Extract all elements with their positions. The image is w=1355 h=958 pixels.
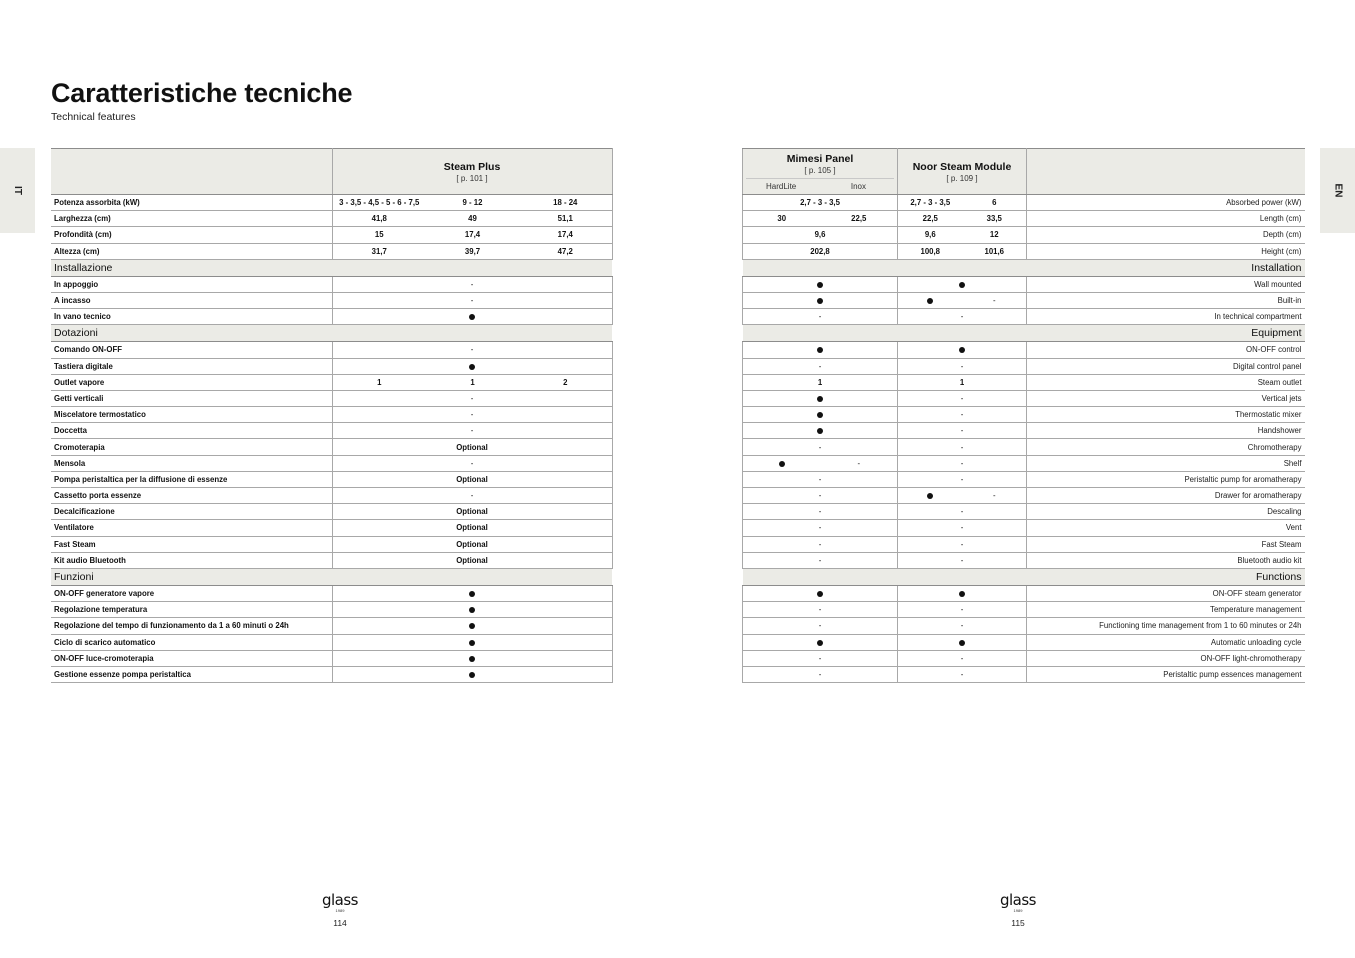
feature-label-it: Profondità (cm) bbox=[51, 227, 332, 243]
noor-steam-value: - bbox=[898, 618, 1027, 634]
language-tab-it bbox=[0, 148, 35, 233]
feature-label-it: ON-OFF luce-cromoterapia bbox=[51, 650, 332, 666]
table-row bbox=[51, 618, 612, 634]
table-row bbox=[743, 292, 1305, 308]
feature-label-en: Wall mounted bbox=[1027, 276, 1305, 292]
included-dot-icon bbox=[469, 640, 475, 646]
feature-label-it: Larghezza (cm) bbox=[51, 211, 332, 227]
included-dot-icon bbox=[959, 282, 965, 288]
noor-steam-value: - bbox=[898, 309, 1027, 325]
mimesi-panel-value: 202,8 bbox=[743, 243, 898, 259]
table-row bbox=[51, 520, 612, 536]
steam-plus-value: - bbox=[332, 455, 612, 471]
included-dot-icon bbox=[469, 314, 475, 320]
mimesi-panel-value: - bbox=[743, 504, 898, 520]
steam-plus-value: 49 bbox=[426, 211, 519, 227]
noor-steam-value bbox=[898, 276, 1027, 292]
mimesi-panel-value: - bbox=[743, 439, 898, 455]
feature-label-en: Depth (cm) bbox=[1027, 227, 1305, 243]
mimesi-panel-value: - bbox=[743, 650, 898, 666]
table-row bbox=[743, 471, 1305, 487]
steam-plus-value: 39,7 bbox=[426, 243, 519, 259]
feature-label-it: Cromoterapia bbox=[51, 439, 332, 455]
steam-plus-value: Optional bbox=[332, 536, 612, 552]
language-tab-it-label: IT bbox=[11, 186, 23, 195]
noor-steam-value: 2,7 - 3 - 3,5 bbox=[898, 195, 963, 211]
steam-plus-value: 41,8 bbox=[332, 211, 426, 227]
table-row bbox=[743, 455, 1305, 471]
noor-steam-value: - bbox=[898, 520, 1027, 536]
section-title-it: Installazione bbox=[51, 259, 612, 276]
steam-plus-value bbox=[332, 309, 612, 325]
noor-steam-value: - bbox=[898, 666, 1027, 682]
noor-steam-value: - bbox=[898, 439, 1027, 455]
steam-plus-value: 3 - 3,5 - 4,5 - 5 - 6 - 7,5 bbox=[332, 195, 426, 211]
steam-plus-value bbox=[332, 650, 612, 666]
steam-plus-value: 2 bbox=[519, 374, 612, 390]
feature-label-it: Getti verticali bbox=[51, 390, 332, 406]
mimesi-hardlite-value bbox=[743, 455, 821, 471]
feature-label-it: Outlet vapore bbox=[51, 374, 332, 390]
mimesi-panel-value bbox=[743, 423, 898, 439]
mimesi-inox-value: 22,5 bbox=[821, 211, 898, 227]
section-title-it: Funzioni bbox=[51, 568, 612, 585]
noor-steam-value: 100,8 bbox=[898, 243, 963, 259]
noor-steam-value: - bbox=[963, 488, 1027, 504]
steam-plus-value bbox=[332, 602, 612, 618]
included-dot-icon bbox=[469, 656, 475, 662]
feature-label-en: ON-OFF steam generator bbox=[1027, 585, 1305, 601]
table-row bbox=[743, 552, 1305, 568]
steam-plus-value: 51,1 bbox=[519, 211, 612, 227]
table-row bbox=[51, 358, 612, 374]
feature-label-it: A incasso bbox=[51, 292, 332, 308]
mimesi-hardlite-value: 30 bbox=[743, 211, 821, 227]
mimesi-panel-value: 2,7 - 3 - 3,5 bbox=[743, 195, 898, 211]
table-row bbox=[51, 227, 612, 243]
noor-steam-module-name: Noor Steam Module bbox=[912, 160, 1012, 173]
variant-inox: Inox bbox=[850, 182, 866, 191]
included-dot-icon bbox=[959, 591, 965, 597]
table-row bbox=[743, 585, 1305, 601]
noor-steam-value: - bbox=[898, 423, 1027, 439]
feature-label-it: In appoggio bbox=[51, 276, 332, 292]
brand-logo-left bbox=[320, 893, 360, 913]
feature-label-it: Ciclo di scarico automatico bbox=[51, 634, 332, 650]
steam-plus-value: - bbox=[332, 407, 612, 423]
page-title: Caratteristiche tecniche bbox=[51, 78, 353, 108]
feature-label-en: Temperature management bbox=[1027, 602, 1305, 618]
steam-plus-value bbox=[332, 358, 612, 374]
mimesi-panel-page-ref: [ p. 105 ] bbox=[804, 166, 836, 175]
section-title-en: Installation bbox=[743, 259, 1305, 276]
table-row bbox=[743, 342, 1305, 358]
table-row bbox=[51, 488, 612, 504]
features-table-english bbox=[742, 148, 1305, 683]
steam-plus-page-ref: [ p. 101 ] bbox=[456, 173, 488, 183]
feature-label-it: Cassetto porta essenze bbox=[51, 488, 332, 504]
feature-label-en: Absorbed power (kW) bbox=[1027, 195, 1305, 211]
language-tab-en bbox=[1320, 148, 1355, 233]
steam-plus-value: - bbox=[332, 488, 612, 504]
language-tab-en-label: EN bbox=[1332, 183, 1343, 198]
table-row bbox=[51, 536, 612, 552]
feature-label-en: Length (cm) bbox=[1027, 211, 1305, 227]
noor-steam-value: 1 bbox=[898, 374, 1027, 390]
noor-steam-module-header bbox=[898, 149, 1027, 195]
table-row bbox=[51, 423, 612, 439]
noor-steam-value: - bbox=[898, 504, 1027, 520]
table-row bbox=[743, 211, 1305, 227]
feature-label-en: Vertical jets bbox=[1027, 390, 1305, 406]
feature-label-en: Peristaltic pump for aromatherapy bbox=[1027, 471, 1305, 487]
feature-label-it: Decalcificazione bbox=[51, 504, 332, 520]
steam-plus-value: - bbox=[332, 423, 612, 439]
table-row bbox=[743, 309, 1305, 325]
feature-label-it: Potenza assorbita (kW) bbox=[51, 195, 332, 211]
mimesi-panel-value bbox=[743, 342, 898, 358]
steam-plus-value: 17,4 bbox=[426, 227, 519, 243]
mimesi-panel-value: - bbox=[743, 666, 898, 682]
table-row bbox=[51, 390, 612, 406]
included-dot-icon bbox=[817, 640, 823, 646]
mimesi-panel-name: Mimesi Panel bbox=[786, 153, 854, 165]
page-subtitle: Technical features bbox=[51, 111, 136, 123]
table-row bbox=[51, 602, 612, 618]
mimesi-panel-header bbox=[743, 149, 898, 195]
noor-steam-value: - bbox=[898, 602, 1027, 618]
noor-steam-value: 6 bbox=[963, 195, 1027, 211]
steam-plus-value: - bbox=[332, 292, 612, 308]
included-dot-icon bbox=[817, 396, 823, 402]
table-row bbox=[743, 488, 1305, 504]
table-row bbox=[743, 666, 1305, 682]
steam-plus-name: Steam Plus bbox=[443, 160, 501, 173]
feature-label-en: Descaling bbox=[1027, 504, 1305, 520]
feature-label-en: Vent bbox=[1027, 520, 1305, 536]
feature-label-en: Drawer for aromatherapy bbox=[1027, 488, 1305, 504]
mimesi-panel-value: - bbox=[743, 488, 898, 504]
noor-steam-value: 22,5 bbox=[898, 211, 963, 227]
table-row bbox=[743, 227, 1305, 243]
page-number-right: 115 bbox=[1011, 918, 1025, 928]
feature-label-en: Built-in bbox=[1027, 292, 1305, 308]
feature-label-it: Miscelatore termostatico bbox=[51, 407, 332, 423]
feature-label-it: Doccetta bbox=[51, 423, 332, 439]
included-dot-icon bbox=[959, 347, 965, 353]
table-row bbox=[51, 407, 612, 423]
table-row bbox=[743, 634, 1305, 650]
table-row bbox=[743, 407, 1305, 423]
steam-plus-value: Optional bbox=[332, 504, 612, 520]
feature-label-en: Height (cm) bbox=[1027, 243, 1305, 259]
table-row bbox=[743, 390, 1305, 406]
table-row bbox=[743, 650, 1305, 666]
steam-plus-value: - bbox=[332, 390, 612, 406]
section-header bbox=[743, 568, 1305, 585]
mimesi-panel-value bbox=[743, 585, 898, 601]
steam-plus-value: Optional bbox=[332, 471, 612, 487]
steam-plus-value: 15 bbox=[332, 227, 426, 243]
included-dot-icon bbox=[817, 298, 823, 304]
noor-steam-value: - bbox=[898, 471, 1027, 487]
table-row bbox=[51, 439, 612, 455]
noor-steam-module-page-ref: [ p. 109 ] bbox=[946, 173, 978, 183]
header-empty-cell bbox=[51, 149, 332, 195]
brand-logo-right bbox=[998, 893, 1038, 913]
table-row bbox=[51, 634, 612, 650]
included-dot-icon bbox=[817, 282, 823, 288]
included-dot-icon bbox=[959, 640, 965, 646]
table-row bbox=[743, 536, 1305, 552]
noor-steam-value: - bbox=[898, 552, 1027, 568]
included-dot-icon bbox=[469, 672, 475, 678]
steam-plus-value: 1 bbox=[426, 374, 519, 390]
table-row bbox=[51, 195, 612, 211]
mimesi-panel-value: 9,6 bbox=[743, 227, 898, 243]
noor-steam-value bbox=[898, 634, 1027, 650]
noor-steam-value: - bbox=[963, 292, 1027, 308]
table-row bbox=[51, 374, 612, 390]
feature-label-it: Ventilatore bbox=[51, 520, 332, 536]
feature-label-it: Mensola bbox=[51, 455, 332, 471]
noor-steam-value bbox=[898, 585, 1027, 601]
noor-steam-value: 33,5 bbox=[963, 211, 1027, 227]
feature-label-en: Peristaltic pump essences management bbox=[1027, 666, 1305, 682]
feature-label-it: Regolazione temperatura bbox=[51, 602, 332, 618]
section-header bbox=[51, 259, 612, 276]
noor-steam-value: - bbox=[898, 358, 1027, 374]
feature-label-en: Functioning time management from 1 to 60 minutes or 24h bbox=[1027, 618, 1305, 634]
mimesi-panel-value: - bbox=[743, 618, 898, 634]
included-dot-icon bbox=[779, 461, 785, 467]
steam-plus-value: 1 bbox=[332, 374, 426, 390]
noor-steam-value: - bbox=[898, 390, 1027, 406]
noor-steam-value: 9,6 bbox=[898, 227, 963, 243]
feature-label-en: Shelf bbox=[1027, 455, 1305, 471]
table-row bbox=[743, 618, 1305, 634]
steam-plus-value bbox=[332, 585, 612, 601]
steam-plus-value bbox=[332, 618, 612, 634]
table-row bbox=[51, 471, 612, 487]
feature-label-it: ON-OFF generatore vapore bbox=[51, 585, 332, 601]
feature-label-it: In vano tecnico bbox=[51, 309, 332, 325]
steam-plus-value: 47,2 bbox=[519, 243, 612, 259]
steam-plus-value: 9 - 12 bbox=[426, 195, 519, 211]
feature-label-en: Bluetooth audio kit bbox=[1027, 552, 1305, 568]
feature-label-en: ON-OFF control bbox=[1027, 342, 1305, 358]
feature-label-it: Tastiera digitale bbox=[51, 358, 332, 374]
included-dot-icon bbox=[817, 347, 823, 353]
feature-label-en: In technical compartment bbox=[1027, 309, 1305, 325]
brand-logo-word: glass bbox=[321, 891, 358, 909]
mimesi-panel-value: - bbox=[743, 602, 898, 618]
mimesi-panel-value bbox=[743, 407, 898, 423]
table-row bbox=[743, 195, 1305, 211]
table-row bbox=[51, 342, 612, 358]
section-header bbox=[51, 325, 612, 342]
mimesi-panel-value bbox=[743, 390, 898, 406]
included-dot-icon bbox=[469, 364, 475, 370]
variant-hardlite: HardLite bbox=[766, 182, 797, 191]
table-row bbox=[51, 504, 612, 520]
brand-logo-year: 1989 bbox=[335, 908, 345, 913]
section-header bbox=[743, 259, 1305, 276]
noor-steam-value: - bbox=[898, 407, 1027, 423]
table-header-row bbox=[51, 149, 612, 195]
brand-logo-year: 1989 bbox=[1013, 908, 1023, 913]
feature-label-it: Kit audio Bluetooth bbox=[51, 552, 332, 568]
section-header bbox=[51, 568, 612, 585]
feature-label-en: Automatic unloading cycle bbox=[1027, 634, 1305, 650]
steam-plus-value: Optional bbox=[332, 520, 612, 536]
noor-steam-value bbox=[898, 292, 963, 308]
mimesi-panel-value: - bbox=[743, 520, 898, 536]
table-row bbox=[51, 211, 612, 227]
section-title-en: Functions bbox=[743, 568, 1305, 585]
noor-steam-value: - bbox=[898, 536, 1027, 552]
mimesi-panel-value: - bbox=[743, 358, 898, 374]
noor-steam-value bbox=[898, 488, 963, 504]
brand-logo-word: glass bbox=[999, 891, 1036, 909]
included-dot-icon bbox=[469, 591, 475, 597]
table-row bbox=[51, 276, 612, 292]
feature-label-en: Digital control panel bbox=[1027, 358, 1305, 374]
table-row bbox=[743, 439, 1305, 455]
feature-label-it: Gestione essenze pompa peristaltica bbox=[51, 666, 332, 682]
steam-plus-value: - bbox=[332, 276, 612, 292]
included-dot-icon bbox=[817, 591, 823, 597]
table-row bbox=[743, 358, 1305, 374]
table-row bbox=[743, 243, 1305, 259]
noor-steam-value: - bbox=[898, 650, 1027, 666]
table-row bbox=[51, 455, 612, 471]
feature-label-it: Fast Steam bbox=[51, 536, 332, 552]
features-table-italian bbox=[51, 148, 613, 683]
steam-plus-value: 31,7 bbox=[332, 243, 426, 259]
included-dot-icon bbox=[817, 412, 823, 418]
feature-label-en: Chromotherapy bbox=[1027, 439, 1305, 455]
included-dot-icon bbox=[469, 623, 475, 629]
steam-plus-value bbox=[332, 666, 612, 682]
feature-label-it: Pompa peristaltica per la diffusione di essenze bbox=[51, 471, 332, 487]
section-title-it: Dotazioni bbox=[51, 325, 612, 342]
mimesi-panel-value: - bbox=[743, 309, 898, 325]
table-row bbox=[743, 602, 1305, 618]
mimesi-panel-value bbox=[743, 292, 898, 308]
included-dot-icon bbox=[927, 298, 933, 304]
table-row bbox=[51, 243, 612, 259]
mimesi-panel-value: 1 bbox=[743, 374, 898, 390]
mimesi-inox-value: - bbox=[821, 455, 898, 471]
page-number-left: 114 bbox=[333, 918, 347, 928]
mimesi-panel-value: - bbox=[743, 552, 898, 568]
feature-label-it: Altezza (cm) bbox=[51, 243, 332, 259]
mimesi-panel-value bbox=[743, 276, 898, 292]
table-header-row bbox=[743, 149, 1305, 195]
included-dot-icon bbox=[817, 428, 823, 434]
noor-steam-value: 101,6 bbox=[963, 243, 1027, 259]
section-title-en: Equipment bbox=[743, 325, 1305, 342]
steam-plus-header bbox=[332, 149, 612, 195]
feature-label-it: Comando ON-OFF bbox=[51, 342, 332, 358]
feature-label-en: Handshower bbox=[1027, 423, 1305, 439]
table-row bbox=[51, 292, 612, 308]
mimesi-panel-value: - bbox=[743, 471, 898, 487]
steam-plus-value: 17,4 bbox=[519, 227, 612, 243]
steam-plus-value: - bbox=[332, 342, 612, 358]
steam-plus-value: 18 - 24 bbox=[519, 195, 612, 211]
included-dot-icon bbox=[927, 493, 933, 499]
steam-plus-value: Optional bbox=[332, 552, 612, 568]
included-dot-icon bbox=[469, 607, 475, 613]
feature-label-en: Thermostatic mixer bbox=[1027, 407, 1305, 423]
feature-label-en: ON-OFF light-chromotherapy bbox=[1027, 650, 1305, 666]
noor-steam-value: 12 bbox=[963, 227, 1027, 243]
table-row bbox=[743, 276, 1305, 292]
steam-plus-value bbox=[332, 634, 612, 650]
table-row bbox=[743, 520, 1305, 536]
mimesi-panel-value: - bbox=[743, 536, 898, 552]
header-empty-cell bbox=[1027, 149, 1305, 195]
steam-plus-value: Optional bbox=[332, 439, 612, 455]
feature-label-en: Fast Steam bbox=[1027, 536, 1305, 552]
table-row bbox=[743, 374, 1305, 390]
table-row bbox=[51, 309, 612, 325]
feature-label-en: Steam outlet bbox=[1027, 374, 1305, 390]
feature-label-it: Regolazione del tempo di funzionamento da 1 a 60 minuti o 24h bbox=[51, 618, 332, 634]
table-row bbox=[51, 585, 612, 601]
table-row bbox=[51, 650, 612, 666]
table-row bbox=[743, 504, 1305, 520]
table-row bbox=[743, 423, 1305, 439]
table-row bbox=[51, 666, 612, 682]
table-row bbox=[51, 552, 612, 568]
noor-steam-value bbox=[898, 342, 1027, 358]
noor-steam-value: - bbox=[898, 455, 1027, 471]
mimesi-panel-value bbox=[743, 634, 898, 650]
section-header bbox=[743, 325, 1305, 342]
